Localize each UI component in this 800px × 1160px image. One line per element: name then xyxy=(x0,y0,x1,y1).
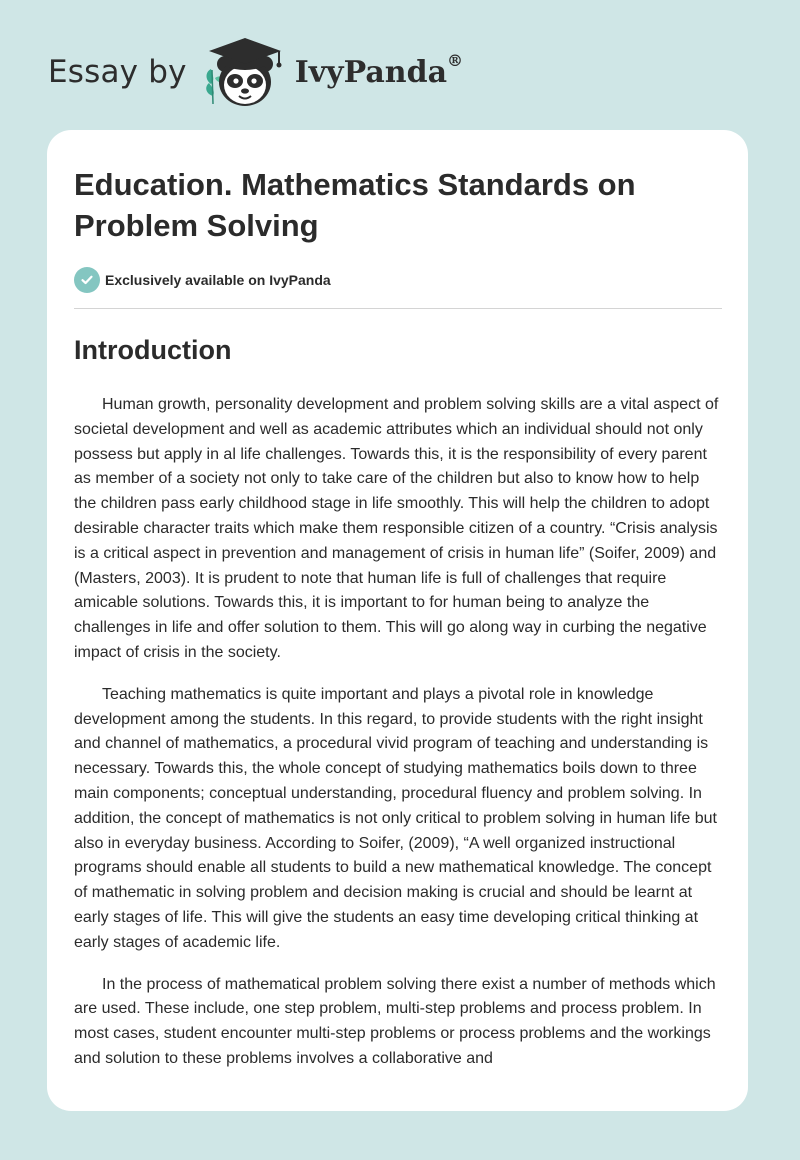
paragraph-3: In the process of mathematical problem solving there exist a number of methods which are used. These include, one step problem, multi-step problems and process problem. In most cases, student encounter multi-step problems or process problems and the workings and solution to these problems involves a collaborative and xyxy=(74,975,716,1067)
logo-prefix-text: Essay by xyxy=(48,54,187,90)
title-divider xyxy=(74,308,722,309)
logo-brand-name xyxy=(294,50,464,90)
exclusive-badge xyxy=(74,266,722,294)
registered-mark: ® xyxy=(447,50,464,70)
check-circle-icon xyxy=(74,267,100,293)
essay-title: Education. Mathematics Standards on Problem Solving xyxy=(74,167,636,243)
paragraph-2: Teaching mathematics is quite important and plays a pivotal role in knowledge development among the students. In this regard, to provide students with the right insight and channel of mathematics, a procedural vivid program of teaching and understanding is necessary. Towards this, the whole concept of studying mathematics boils down to three main components; conceptual understanding, procedural fluency and problem solving. In addition, the concept of mathematics is not only critical to problem solving in human life but also in everyday business. According to Soifer, (2009), “A well organized instructional programs should enable all students to build a new mathematical knowledge. The concept of mathematic in solving problem and decision making is crucial and should be learnt at early stages of life. This will give the students an easy time developing critical thinking at early stages of academic life. xyxy=(74,685,717,951)
section-heading: Introduction xyxy=(74,335,232,365)
panda-logo-icon xyxy=(201,34,289,110)
essay-content xyxy=(74,130,722,1072)
site-logo[interactable] xyxy=(48,34,463,110)
essay-card xyxy=(47,130,748,1111)
brand-name-text: IvyPanda xyxy=(294,54,448,90)
exclusive-badge-text: Exclusively available on IvyPanda xyxy=(105,272,331,288)
paragraph-1: Human growth, personality development and problem solving skills are a vital aspect of societal development and well as academic attributes which an individual should not only possess but apply in al life challenges. Towards this, it is the responsibility of every parent as member of a society not only to take care of the children but also to know how to help the children pass early childhood stage in life smoothly. This will help the children to adopt desirable character traits which make them responsible citizen of a country. “Crisis analysis is a critical aspect in prevention and management of crisis in human life” (Soifer, 2009) and (Masters, 2003). It is prudent to note that human life is full of challenges that require amicable solutions. Towards this, it is important to for human being to analyze the challenges in life and offer solution to them. This will go along way in curbing the negative impact of crisis in the society. xyxy=(74,396,719,661)
